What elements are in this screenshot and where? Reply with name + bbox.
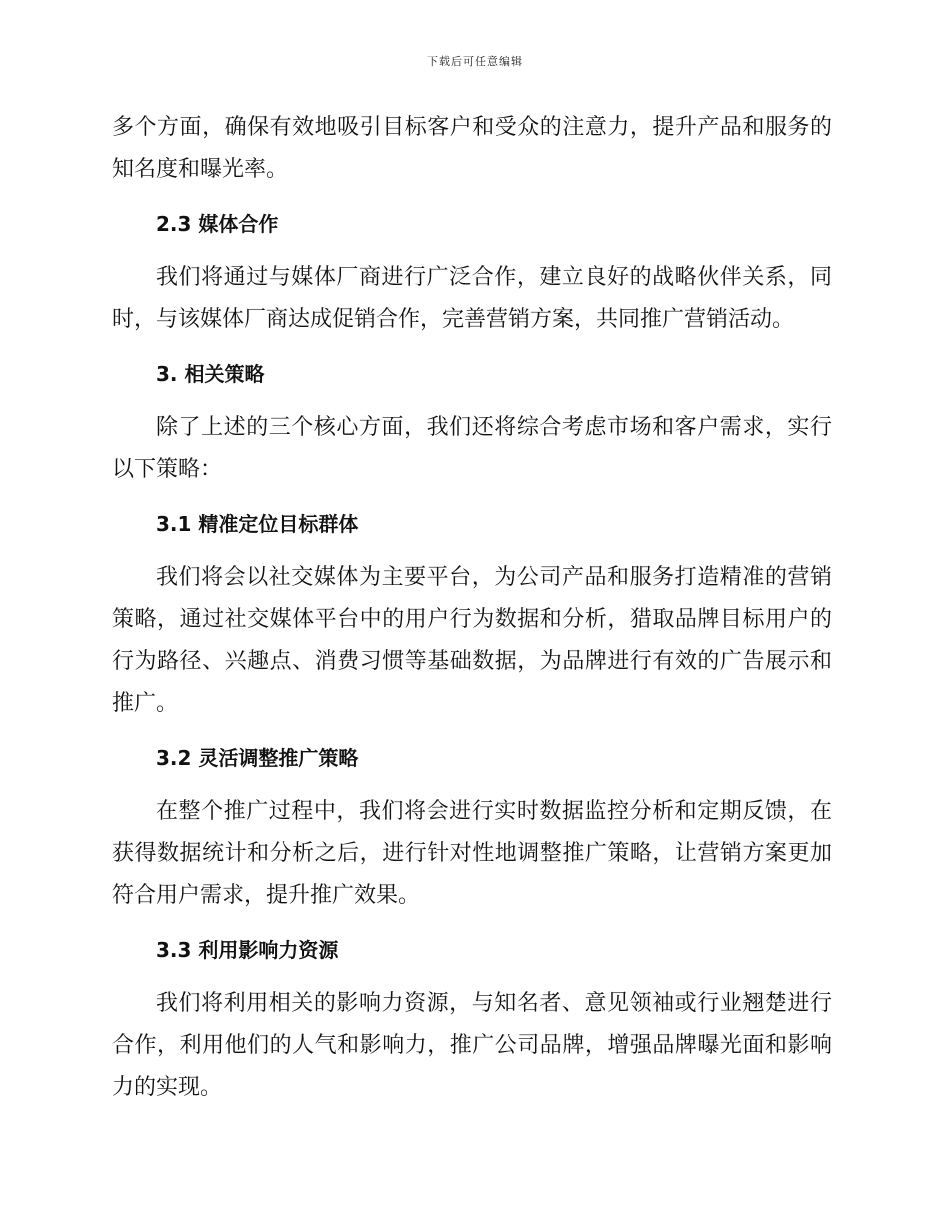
heading-3-2: 3.2 灵活调整推广策略 [156,746,359,770]
heading-3: 3. 相关策略 [156,362,265,386]
paragraph-3-3: 我们将利用相关的影响力资源，与知名者、意见领袖或行业翘楚进行合作，利用他们的人气和影响力，推广公司品牌，增强品牌曝光面和影响力的实现。 [112,991,832,1100]
paragraph-2-3: 我们将通过与媒体厂商进行广泛合作，建立良好的战略伙伴关系，同时，与该媒体厂商达成促销合作，完善营销方案，共同推广营销活动。 [112,265,832,332]
heading-3-1: 3.1 精准定位目标群体 [156,512,359,536]
document-body [112,107,832,1121]
heading-3-3: 3.3 利用影响力资源 [156,938,339,962]
header-note: 下载后可任意编辑 [427,55,523,68]
paragraph-3-1: 我们将会以社交媒体为主要平台，为公司产品和服务打造精准的营销策略，通过社交媒体平台中的用户行为数据和分析，猎取品牌目标用户的行为路径、兴趣点、消费习惯等基础数据，为品牌进行有效的广告展示和推广。 [112,565,832,716]
paragraph-intro: 多个方面，确保有效地吸引目标客户和受众的注意力，提升产品和服务的知名度和曝光率。 [112,115,832,182]
heading-2-3: 2.3 媒体合作 [156,212,279,236]
paragraph-3-2: 在整个推广过程中，我们将会进行实时数据监控分析和定期反馈，在获得数据统计和分析之后，进行针对性地调整推广策略，让营销方案更加符合用户需求，提升推广效果。 [112,799,832,908]
paragraph-3: 除了上述的三个核心方面，我们还将综合考虑市场和客户需求，实行以下策略： [112,415,832,482]
